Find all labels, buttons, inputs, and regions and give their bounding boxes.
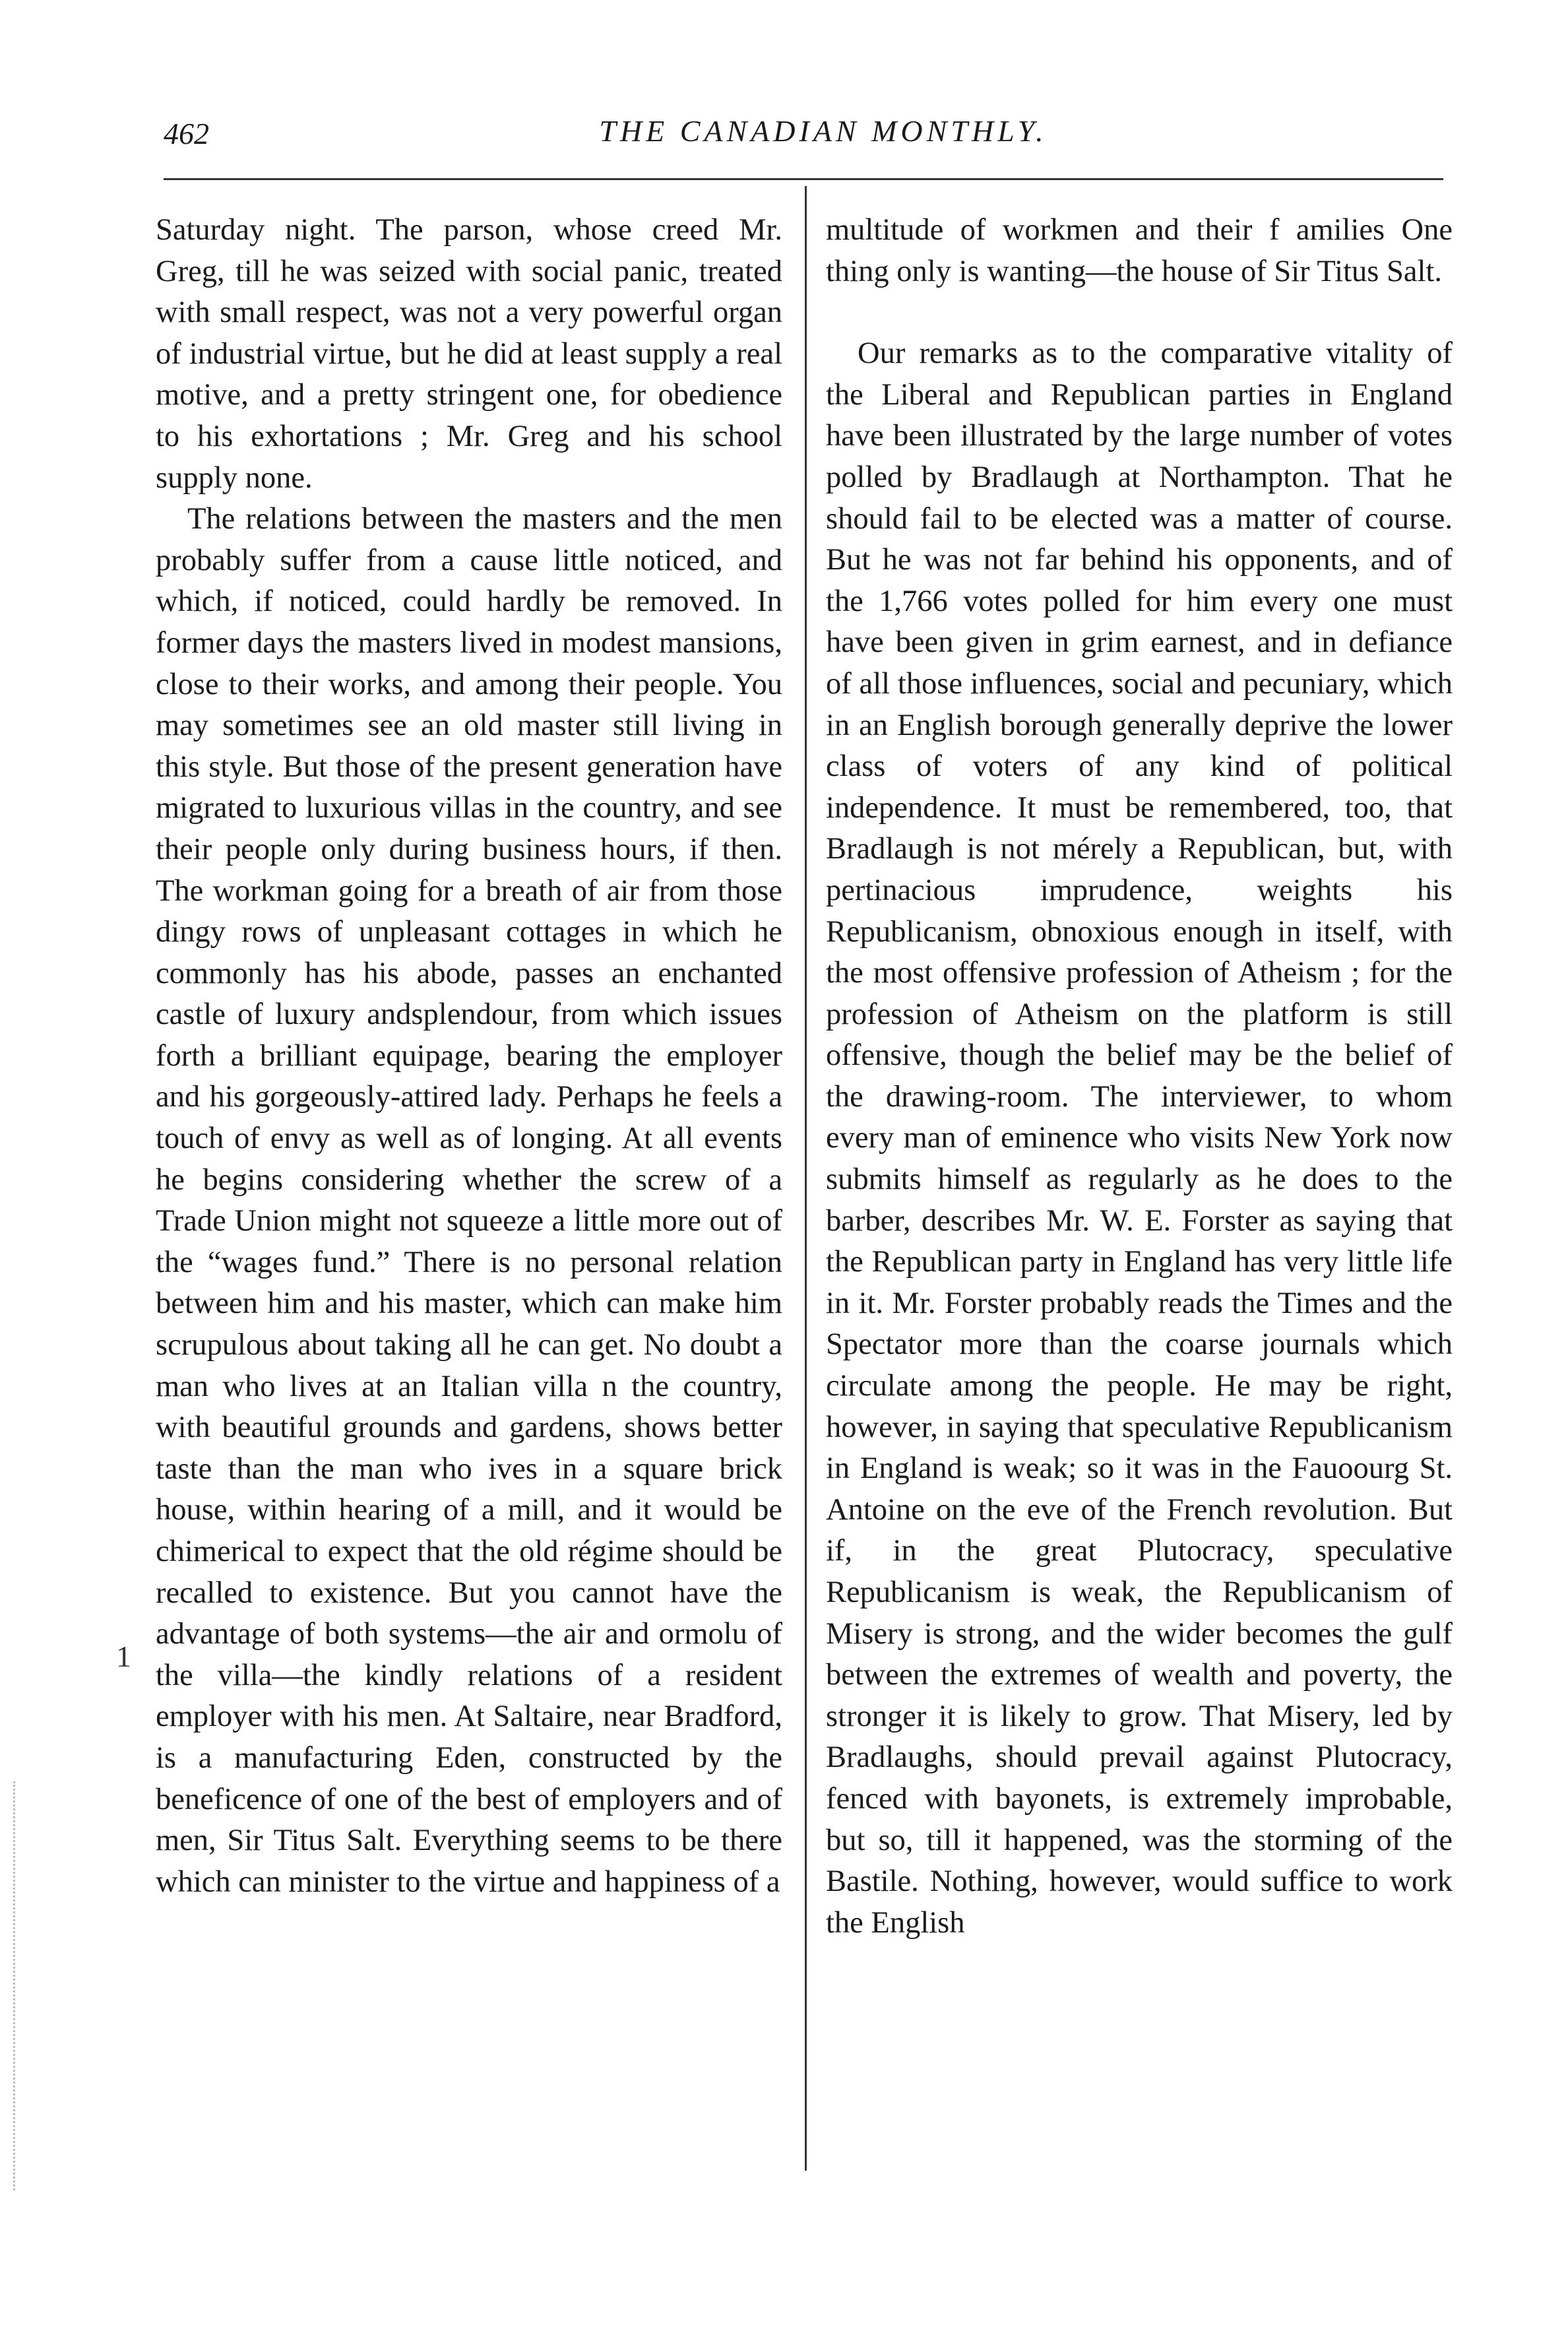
paragraph: Our remarks as to the comparative vitality of the Liberal and Republican parties in England have been illustrated by the large number of votes polled by Bradlaugh at Northampton. That he should fail to be elected was a matter of course. But he was not far behind his opponents, and of the 1,766 votes polled for him every one must have been given in grim earnest, and in defiance of all those influences, social and pecuniary, which in an English borough generally deprive the lower class of voters of any kind of political independence. It must be remembered, too, that Bradlaugh is not mérely a Republican, but, with pertinacious imprudence, weights his Republicanism, obnoxious enough in itself, with the most offensive profession of Atheism ; for the profession of Atheism on the platform is still offensive, though the belief may be the belief of the drawing-room. The interviewer, to whom every man of eminence who visits New York now submits himself as regularly as he does to the barber, describes Mr. W. E. Forster as saying that the Republican party in England has very little life in it. Mr. Forster probably reads the Times and the Spectator more than the coarse journals which circulate among the people. He may be right, however, in saying that speculative Republicanism in England is weak; so it was in the Fauoourg St. Antoine on the eve of the French revolution. But if, in the great Plutocracy, speculative Republicanism is weak, the Republicanism of Misery is strong, and the wider becomes the gulf between the extremes of wealth and poverty, the stronger it is likely to grow. That Misery, led by Bradlaughs, should prevail against Plutocracy, fenced with bayonets, is extremely improbable, but so, till it happened, was the storming of the Bastile. Nothing, however, would suffice to work the English bbox=[826, 336, 1453, 1940]
header-rule bbox=[164, 178, 1443, 180]
column-divider bbox=[805, 186, 807, 2171]
left-column bbox=[156, 210, 782, 1903]
right-column bbox=[826, 210, 1453, 1944]
page-header bbox=[164, 111, 1443, 164]
page-number: 462 bbox=[164, 117, 209, 150]
margin-mark: 1 bbox=[116, 1640, 131, 1673]
paragraph: The relations between the masters and the men probably suffer from a cause little noticed, and which, if noticed, could hardly be removed. In former days the masters lived in modest mansions, close to their works, and among their people. You may sometimes see an old master still living in this style. But those of the present generation have migrated to luxurious villas in the country, and see their people only during business hours, if then. The workman going for a breath of air from those dingy rows of unpleasant cottages in which he commonly has his abode, passes an enchanted castle of luxury andsplendour, from which issues forth a brilliant equipage, bearing the employer and his gorgeously-attired lady. Perhaps he feels a touch of envy as well as of longing. At all events he begins considering whether the screw of a Trade Union might not squeeze a little more out of the “wages fund.” There is no personal relation between him and his master, which can make him scrupulous about taking all he can get. No doubt a man who lives at an Italian villa n the country, with beautiful grounds and gardens, shows better taste than the man who ives in a square brick house, within hearing of a mill, and it would be chimerical to expect that the old régime should be recalled to existence. But you cannot have the advantage of both systems—the air and ormolu of the villa—the kindly relations of a resident employer with his men. At Saltaire, near Bradford, is a manufacturing Eden, constructed by the beneficence of one of the best of employers and of men, Sir Titus Salt. Everything seems to be there which can minister to the virtue and happiness of a bbox=[156, 502, 782, 1899]
running-title: THE CANADIAN MONTHLY. bbox=[599, 114, 1048, 148]
paragraph: Saturday night. The parson, whose creed Mr. Greg, till he was seized with social panic, treated with small respect, was not a very powerful organ of industrial virtue, but he did at least supply a real motive, and a pretty stringent one, for obedience to his exhortations ; Mr. Greg and his school supply none. bbox=[156, 213, 782, 495]
paragraph: multitude of workmen and their f amilies One thing only is wanting—the house of Sir Titus Salt. bbox=[826, 213, 1453, 288]
scan-speckle bbox=[13, 1781, 22, 2190]
